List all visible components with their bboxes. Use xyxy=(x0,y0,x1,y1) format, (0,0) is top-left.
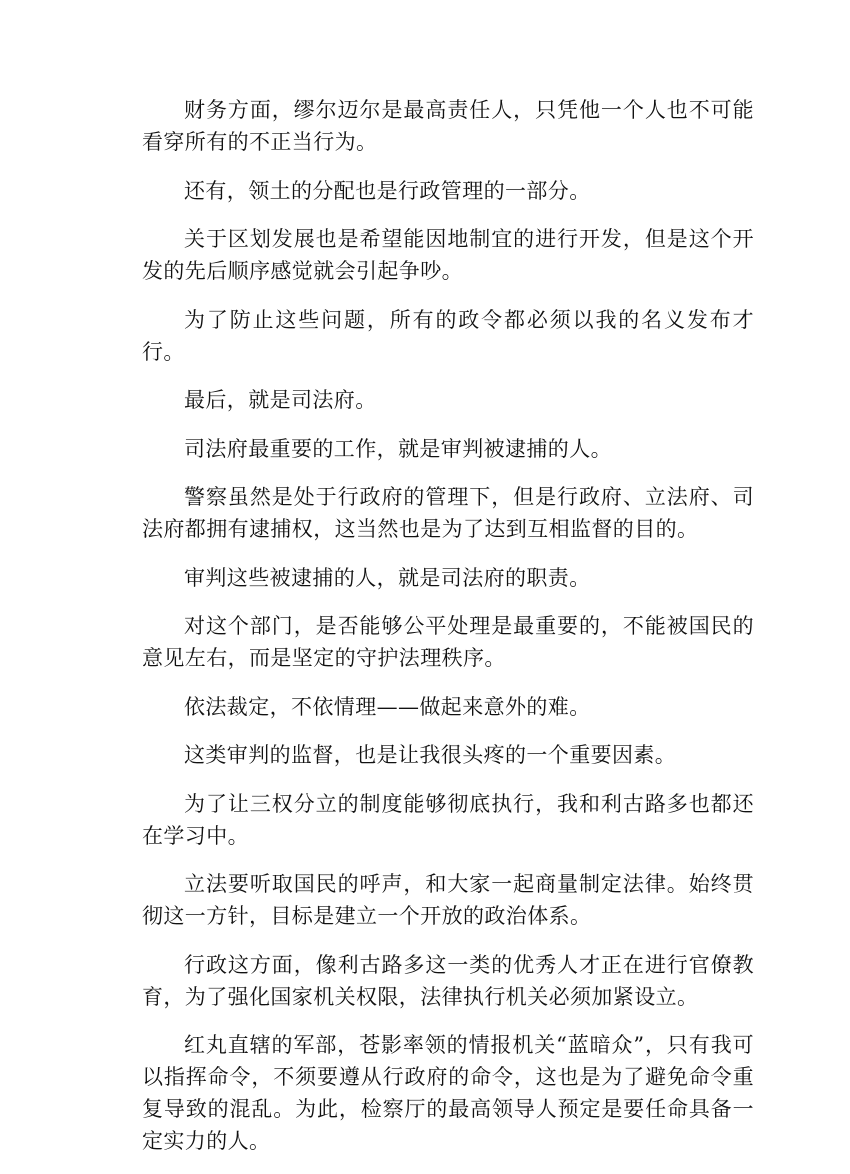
paragraph-12: 为了让三权分立的制度能够彻底执行，我和利古路多也都还在学习中。 xyxy=(142,791,754,848)
paragraph-6: 司法府最重要的工作，就是审判被逮捕的人。 xyxy=(184,436,612,461)
paragraph-1: 财务方面，缪尔迈尔是最高责任人，只凭他一个人也不可能看穿所有的不正当行为。 xyxy=(142,98,754,154)
paragraph-4: 为了防止这些问题，所有的政令都必须以我的名义发布才行。 xyxy=(142,307,754,364)
paragraph-9: 对这个部门，是否能够公平处理是最重要的，不能被国民的意见左右，而是坚定的守护法理秩序。 xyxy=(142,614,754,670)
paragraph-8: 审判这些被逮捕的人，就是司法府的职责。 xyxy=(184,565,591,590)
paragraph-5: 最后，就是司法府。 xyxy=(184,388,377,412)
document-page xyxy=(142,94,754,1174)
paragraph-10: 依法裁定，不依情理——做起来意外的难。 xyxy=(184,694,591,719)
paragraph-3: 关于区划发展也是希望能因地制宜的进行开发，但是这个开发的先后顺序感觉就会引起争吵。 xyxy=(142,227,754,283)
paragraph-11: 这类审判的监督，也是让我很头疼的一个重要因素。 xyxy=(184,743,677,767)
paragraph-2: 还有，领土的分配也是行政管理的一部分。 xyxy=(184,178,591,203)
paragraph-13: 立法要听取国民的呼声，和大家一起商量制定法律。始终贯彻这一方针，目标是建立一个开放的政治体系。 xyxy=(142,872,754,928)
paragraph-7: 警察虽然是处于行政府的管理下，但是行政府、立法府、司法府都拥有逮捕权，这当然也是为了达到互相监督的目的。 xyxy=(142,485,754,541)
paragraph-15: 红丸直辖的军部，苍影率领的情报机关“蓝暗众”，只有我可以指挥命令，不须要遵从行政府的命令，这也是为了避免命令重复导致的混乱。为此，检察厅的最高领导人预定是要任命具备一定实力的人。 xyxy=(142,1033,754,1153)
paragraph-14: 行政这方面，像利古路多这一类的优秀人才正在进行官僚教育，为了强化国家机关权限，法律执行机关必须加紧设立。 xyxy=(142,952,754,1009)
